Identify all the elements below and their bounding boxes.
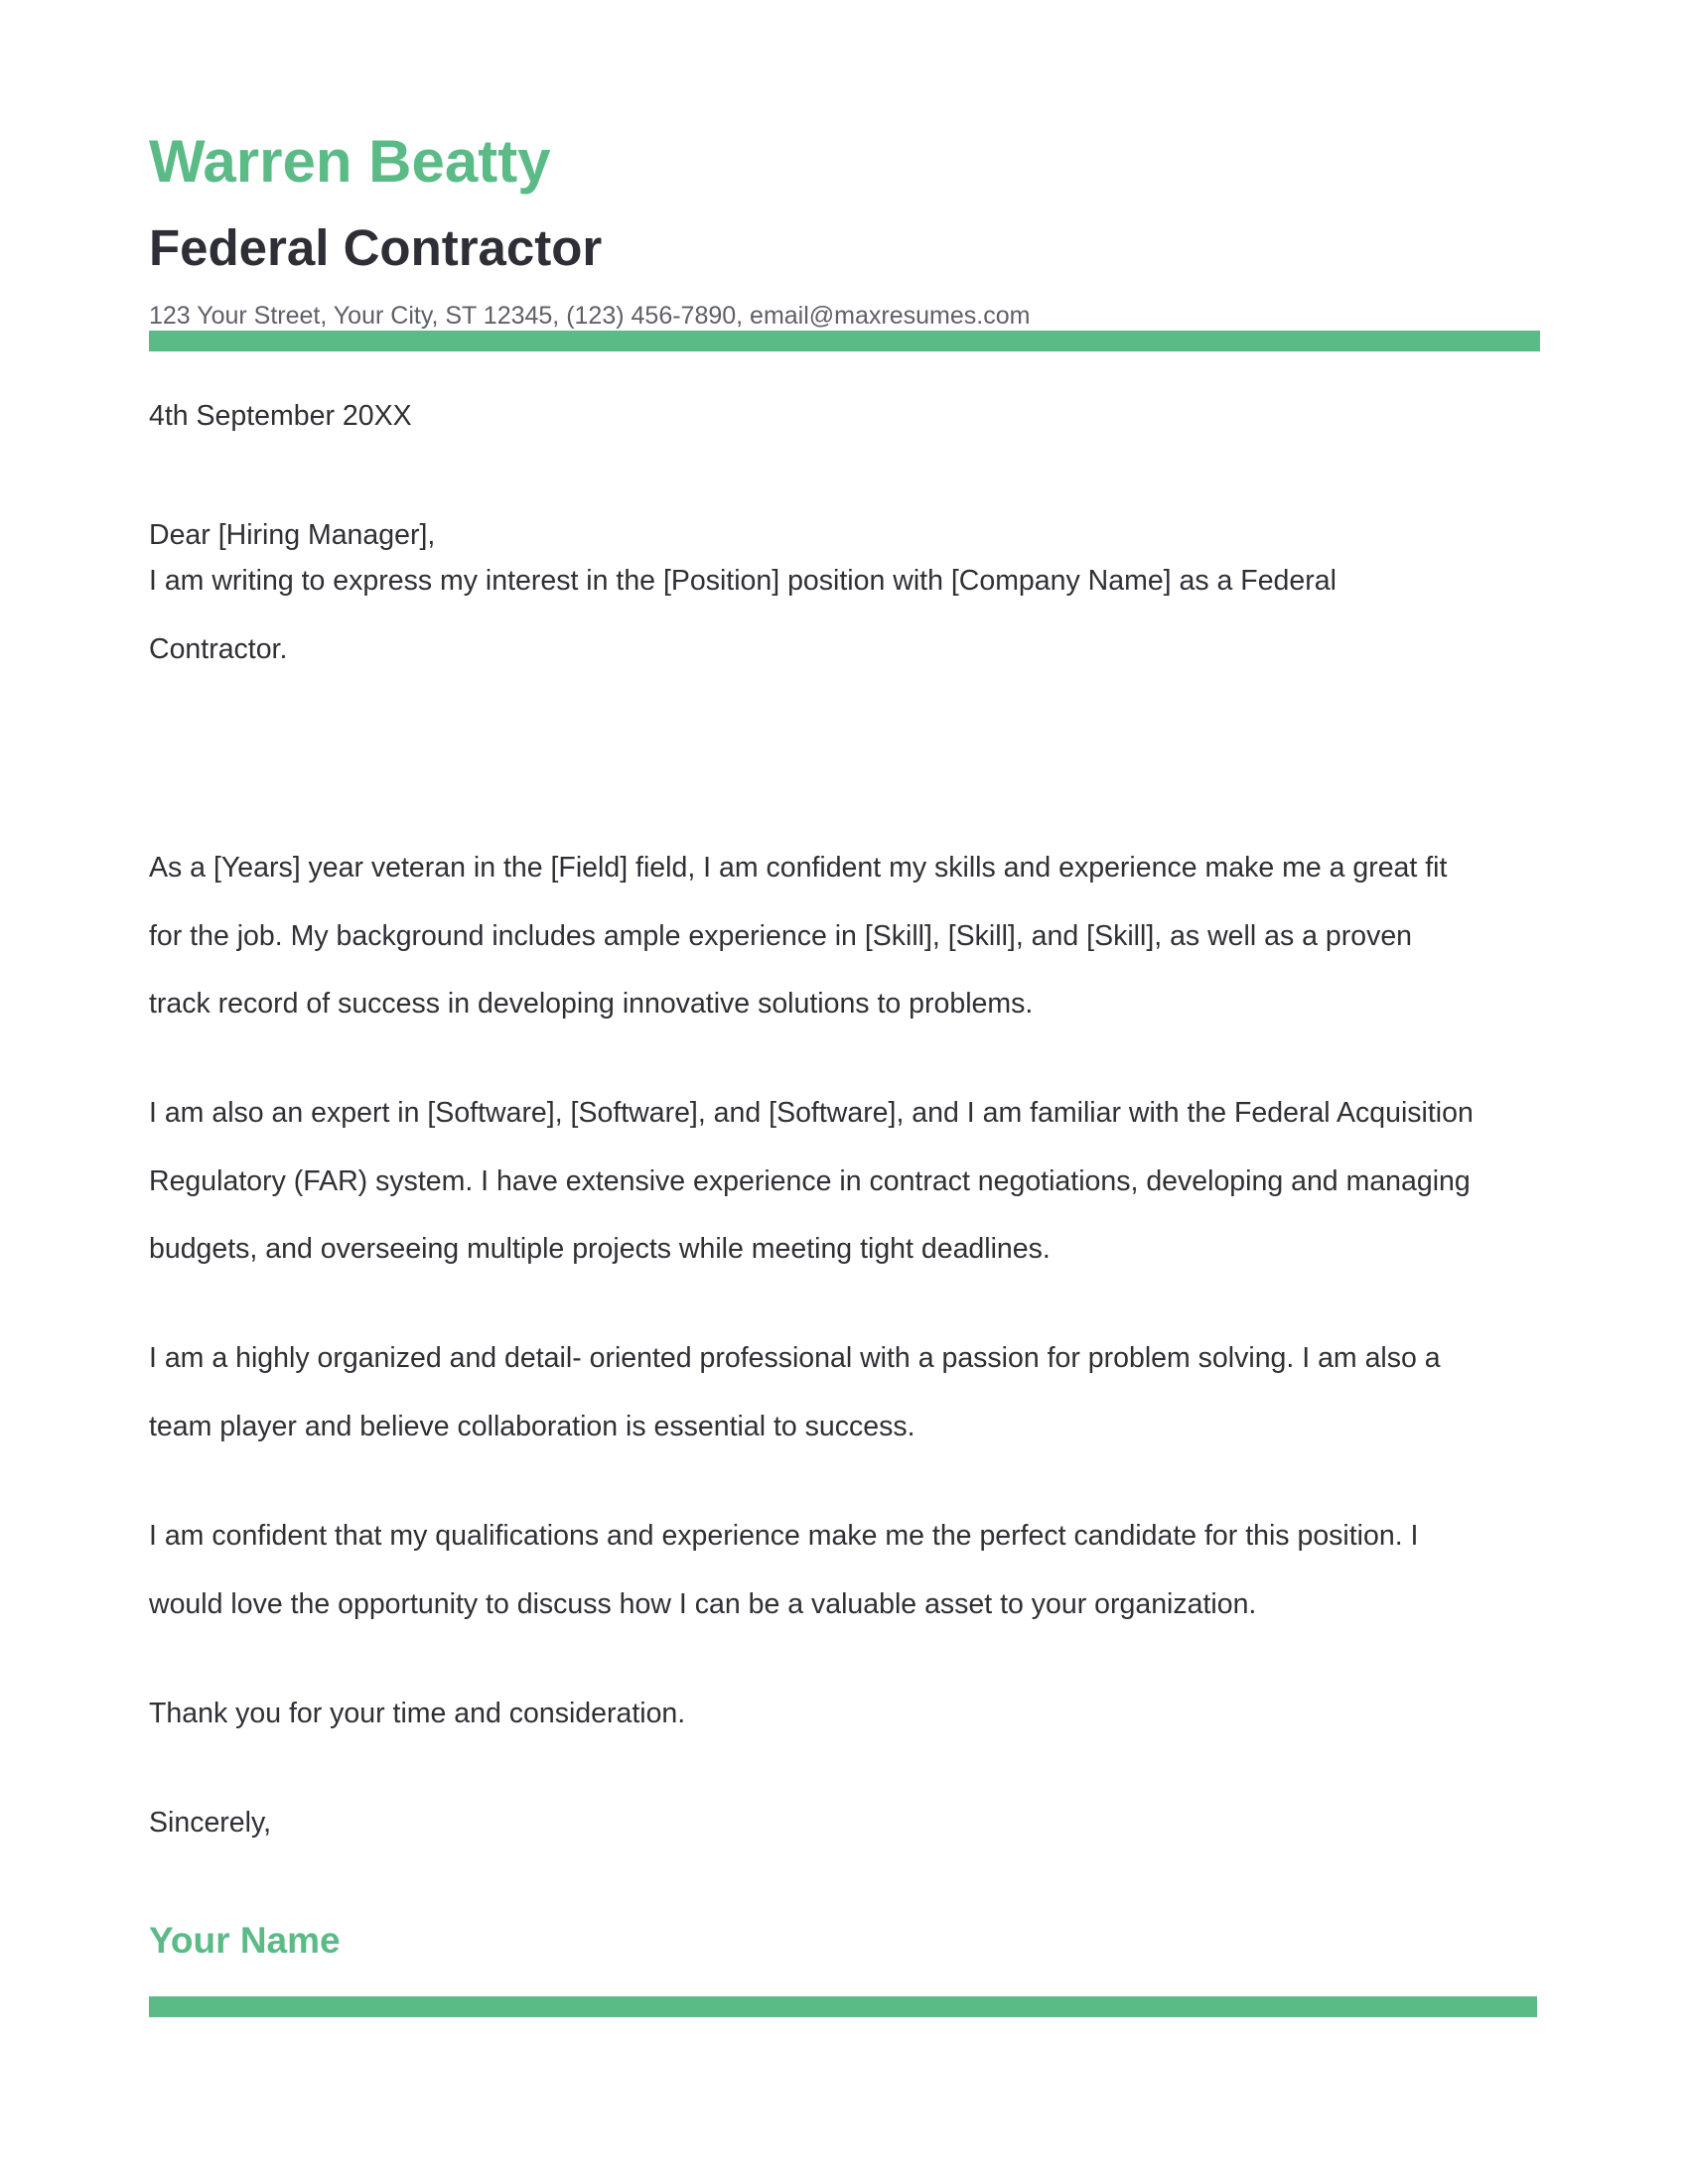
expertise-paragraph: [149, 1079, 1474, 1284]
paragraph-line: As a [Years] year veteran in the [Field] field, I am confident my skills and experience make me a great fit: [149, 852, 1448, 884]
paragraph-line: I am a highly organized and detail- oriented professional with a passion for problem solving. I am also a: [149, 1342, 1441, 1374]
traits-paragraph: [149, 1324, 1441, 1460]
paragraph-line: would love the opportunity to discuss how I can be a valuable asset to your organization.: [149, 1587, 1257, 1620]
signature-name: Your Name: [149, 1920, 341, 1961]
experience-paragraph: [149, 834, 1447, 1038]
paragraph-line: team player and believe collaboration is essential to success.: [149, 1410, 915, 1442]
intro-line: Contractor.: [149, 632, 288, 665]
applicant-name: Warren Beatty: [149, 128, 551, 195]
paragraph-line: for the job. My background includes ample experience in [Skill], [Skill], and [Skill], as well as a proven: [149, 919, 1413, 952]
salutation: Dear [Hiring Manager],: [149, 519, 436, 551]
letter-date: 4th September 20XX: [149, 400, 412, 432]
paragraph-line: I am also an expert in [Software], [Software], and [Software], and I am familiar with the Federal Acquisition: [149, 1097, 1474, 1129]
paragraph-line: budgets, and overseeing multiple projects while meeting tight deadlines.: [149, 1233, 1051, 1265]
paragraph-line: track record of success in developing innovative solutions to problems.: [149, 988, 1034, 1020]
intro-line: I am writing to express my interest in the [Position] position with [Company Name] as a Federal: [149, 565, 1336, 597]
job-title: Federal Contractor: [149, 219, 603, 276]
footer-divider: [149, 1996, 1537, 2017]
closing: Sincerely,: [149, 1807, 272, 1839]
paragraph-line: I am confident that my qualifications and experience make me the perfect candidate for this position. I: [149, 1520, 1419, 1552]
confidence-paragraph: [149, 1502, 1418, 1638]
contact-info: 123 Your Street, Your City, ST 12345, (123) 456-7890, email@maxresumes.com: [149, 302, 1031, 330]
thanks-paragraph: Thank you for your time and consideration.: [149, 1698, 686, 1729]
header-divider: [149, 331, 1540, 351]
cover-letter-page: [149, 0, 1539, 2184]
paragraph-line: Regulatory (FAR) system. I have extensive experience in contract negotiations, developing and managing: [149, 1164, 1471, 1197]
intro-paragraph: [149, 547, 1336, 683]
